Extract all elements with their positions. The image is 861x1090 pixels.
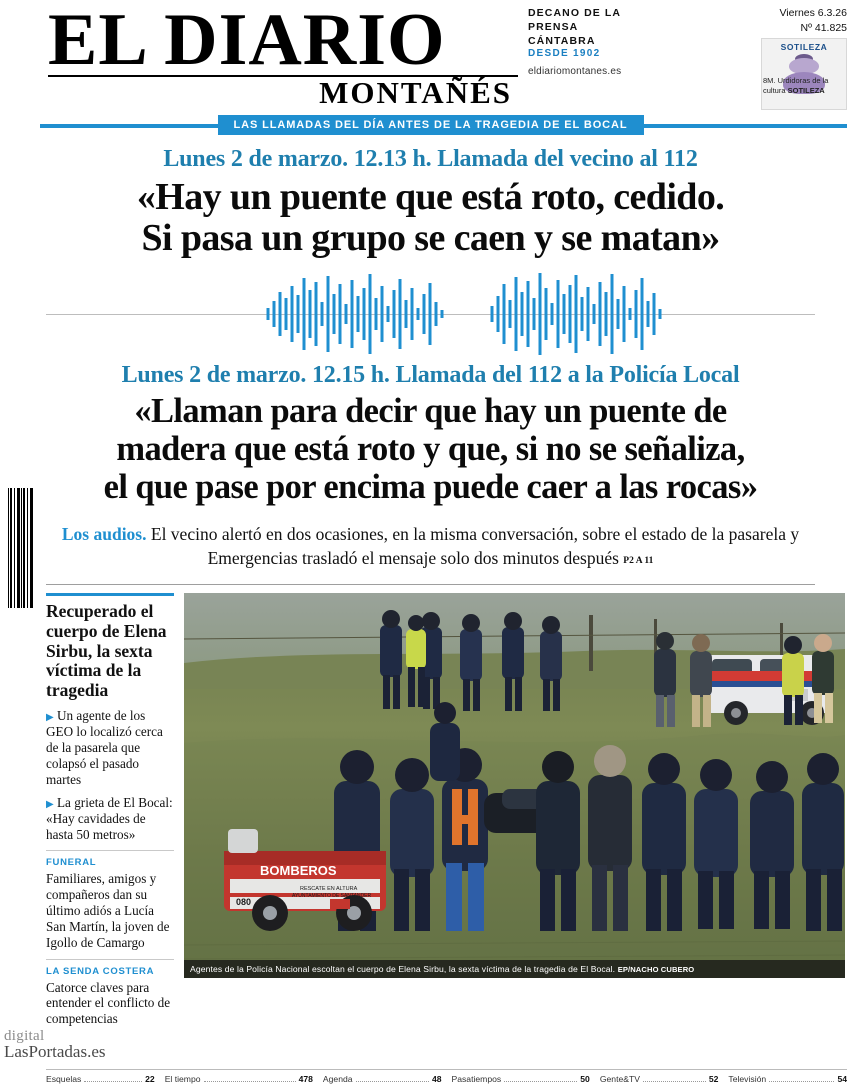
triangle-icon: ▶ [46,798,54,810]
photo-graphic [184,593,845,978]
index-dots [769,1081,834,1082]
promo-caption [761,76,847,96]
audios-page-ref: P2 A 11 [623,555,654,566]
index-label: Televisión [728,1074,767,1084]
index-dots [204,1081,296,1082]
edition-date: Viernes 6.3.26 [779,7,847,19]
index-page: 48 [431,1074,442,1084]
lead-quote-2-line-1: «Llaman para decir que hay un puente de [134,392,727,431]
index-item[interactable] [46,1074,155,1084]
newspaper-logo [48,0,518,111]
issue-number: Nº 41.825 [800,22,847,35]
footer-index [46,1074,847,1084]
barcode-bars [8,488,34,608]
triangle-icon: ▶ [46,712,54,724]
photo-caption-text: Agentes de la Policía Nacional escoltan el cuerpo de Elena Sirbu, la sexta víctima de la tragedia de El Bocal. [190,964,616,975]
logo-main-title: EL DIARIO [48,0,446,81]
index-dots [504,1081,577,1082]
left-divider [46,959,174,960]
section-label-funeral: FUNERAL [46,857,97,869]
svg-text:RESCATE EN ALTURA: RESCATE EN ALTURA [300,886,358,893]
bullet-text: Un agente de los GEO lo localizó cerca de la pasarela que colapsó el pasado martes [46,708,163,787]
audios-label: Los audios. [61,524,147,545]
audios-text: El vecino alertó en dos ocasiones, en la misma conversación, sobre el estado de la pasarela y Emergencias trasladó el mensaje solo dos minutos después [146,524,800,568]
bullet-text: La grieta de El Bocal: «Hay cavidades de hasta 50 metros» [46,794,173,842]
index-item[interactable] [728,1074,847,1084]
list-item[interactable] [46,708,174,787]
section-ribbon [0,114,861,136]
index-label: El tiempo [164,1074,201,1084]
promo-caption-bold: SOTILEZA [787,85,825,95]
footer-divider [46,1069,847,1070]
watermark [4,1028,106,1062]
lead-quote-1-line-1: «Hay un puente que está roto, cedido. [136,176,725,218]
index-page: 478 [298,1074,313,1084]
index-item[interactable] [600,1074,719,1084]
index-item[interactable] [452,1074,590,1084]
promo-caption-line2: Urdidoras [777,76,811,85]
lead-quote-2-line-2: madera que está roto y que, si no se señaliza, [116,430,745,469]
left-divider [46,850,174,851]
photo-credit: EP/NACHO CUBERO [617,965,695,975]
lead-quote-1-line-2: Si pasa un grupo se caen y se matan» [141,216,720,259]
lead-kicker-2: Lunes 2 de marzo. 12.15 h. Llamada del 112 a la Policía Local [121,362,740,389]
section-text-funeral[interactable]: Familiares, amigos y compañeros dan su último adiós a Lucía San Martín, la joven de Igollo de Camargo [46,871,170,950]
left-column-accent-bar [46,593,174,596]
ribbon-label: LAS LLAMADAS DEL DÍA ANTES DE LA TRAGEDIA DE EL BOCAL [217,115,643,135]
founding-year: DESDE 1902 [528,48,601,59]
section-label-senda: LA SENDA COSTERA [46,965,155,977]
masthead [0,0,861,112]
lead-quote-2-line-3: el que pase por encima puede caer a las rocas» [103,468,758,507]
waveform-graphic [46,268,815,360]
lead-kicker-1: Lunes 2 de marzo. 12.13 h. Llamada del vecino al 112 [163,146,698,172]
index-item[interactable] [165,1074,313,1084]
promo-caption-line3: de la cultura [763,76,829,95]
left-column-bullets [46,708,174,842]
index-page: 22 [145,1074,155,1084]
watermark-line-1: digital [4,1028,45,1044]
photo-caption [184,960,845,978]
audio-waveform[interactable] [46,268,815,360]
audios-summary [46,523,815,570]
main-divider [46,584,815,585]
index-page: 54 [837,1074,847,1084]
index-label: Pasatiempos [451,1074,502,1084]
promo-box-sotileza[interactable] [761,38,847,110]
index-item[interactable] [323,1074,442,1084]
promo-title: SOTILEZA [780,42,828,52]
left-column [46,593,174,1027]
lead-story [0,136,861,258]
index-dots [643,1081,706,1082]
website-url[interactable]: eldiariomontanes.es [528,66,622,77]
decano-text: DECANO DE LA PRENSA CÁNTABRA [528,7,621,48]
index-page: 52 [708,1074,719,1084]
svg-text:080: 080 [236,897,252,908]
index-label: Gente&TV [599,1074,640,1084]
watermark-line-2: LasPortadas.es [4,1042,106,1061]
logo-subtitle: MONTAÑÉS [319,75,512,111]
list-item[interactable] [46,795,174,843]
promo-caption-line1: 8M. [763,76,776,85]
index-page: 50 [580,1074,590,1084]
svg-text:BOMBEROS: BOMBEROS [260,863,337,879]
svg-text:AYUNTAMIENTO DE SANTANDER: AYUNTAMIENTO DE SANTANDER [292,893,372,900]
index-dots [84,1081,142,1082]
left-column-headline[interactable]: Recuperado el cuerpo de Elena Sirbu, la sexta víctima de la tragedia [46,601,167,700]
section-text-senda[interactable]: Catorce claves para entender el conflicto de competencias [46,979,171,1027]
barcode [8,488,34,608]
index-label: Agenda [322,1074,353,1084]
index-dots [356,1081,429,1082]
index-label: Esquelas [46,1074,82,1084]
main-photo[interactable] [184,593,845,978]
lead-story-2 [0,362,861,507]
bottom-section [46,593,847,1027]
